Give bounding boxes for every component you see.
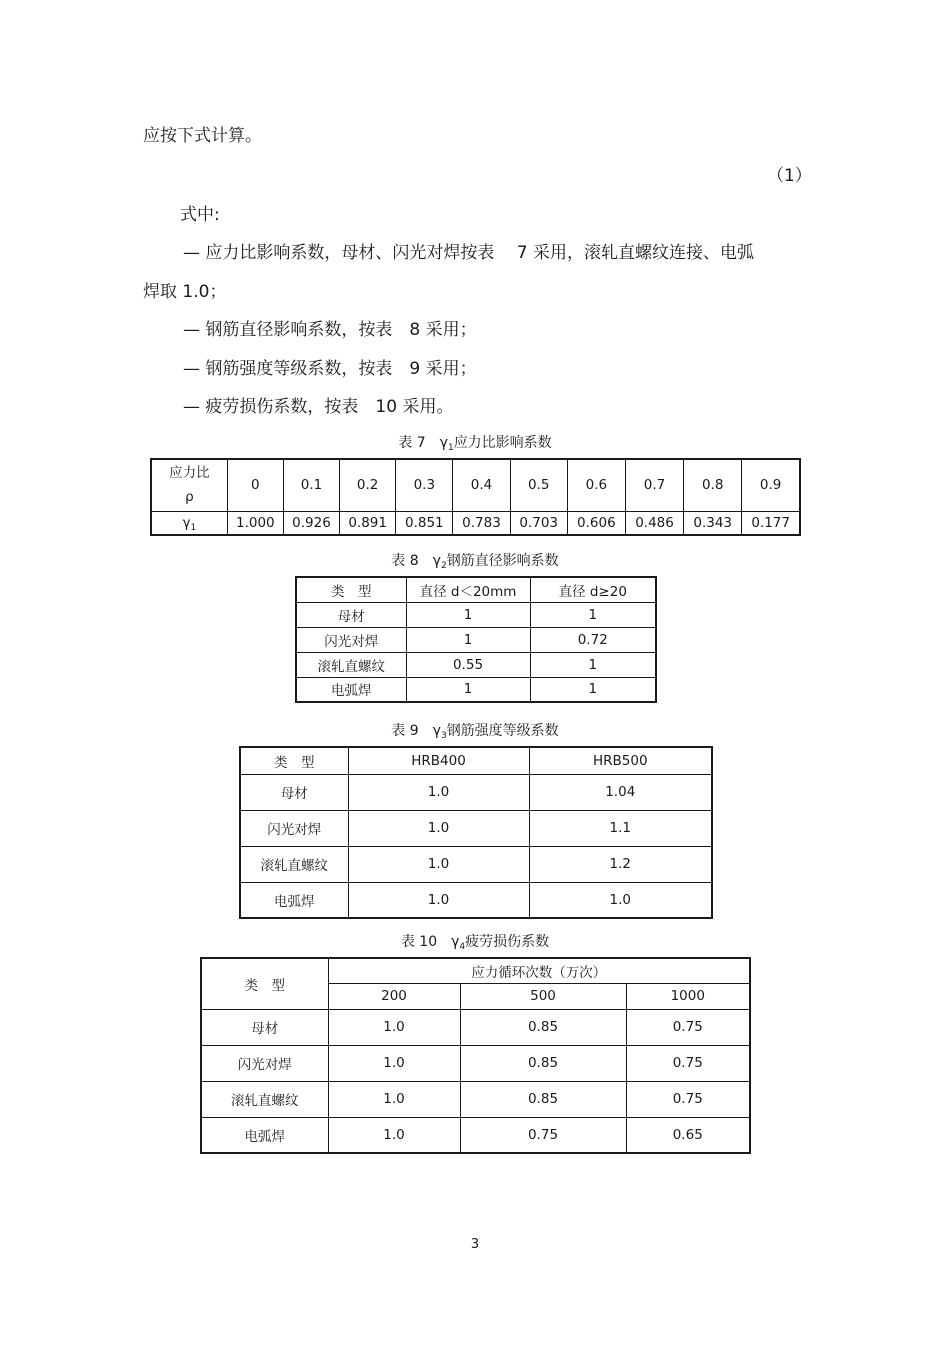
table7-caption-subscript: 1 — [447, 443, 454, 453]
table7-rho-row — [151, 459, 800, 511]
table10-caption-subscript: 4 — [459, 942, 466, 952]
table9-header-cell: HRB500 — [529, 747, 712, 774]
table9-value-cell: 1.0 — [348, 810, 529, 846]
table10-value-cell: 1.0 — [328, 1045, 460, 1081]
table7-rho-label-line1: 应力比 — [169, 465, 210, 482]
table7-caption — [0, 434, 950, 454]
table8-value-cell: 1 — [530, 677, 656, 702]
paragraph-gamma4: — 疲劳损伤系数，按表 10 采用。 — [183, 397, 454, 417]
table7-rho-cell: 0.9 — [742, 459, 800, 511]
table9-type-cell: 闪光对焊 — [240, 810, 348, 846]
table9-value-cell: 1.0 — [348, 774, 529, 810]
table10-value-cell: 0.75 — [626, 1009, 750, 1045]
table-row — [201, 1117, 750, 1153]
table10-cycles-cell: 1000 — [626, 983, 750, 1009]
table7-rho-cell: 0.5 — [510, 459, 567, 511]
table9-header-cell: HRB400 — [348, 747, 529, 774]
table7-gamma-label-main: γ — [182, 514, 191, 531]
equation-number: （1） — [767, 166, 812, 186]
table10-value-cell: 0.85 — [460, 1045, 626, 1081]
table7-caption-title: 应力比影响系数 — [453, 435, 552, 451]
table9-caption — [0, 722, 950, 742]
table10-caption-prefix: 表 10 γ — [400, 934, 460, 950]
table-row — [240, 774, 712, 810]
paragraph-gamma1-line1: — 应力比影响系数，母材、闪光对焊按表 7 采用，滚轧直螺纹连接、电弧 — [183, 243, 755, 263]
table9-value-cell: 1.0 — [348, 882, 529, 918]
table10-type-cell: 滚轧直螺纹 — [201, 1081, 328, 1117]
table-row — [201, 1009, 750, 1045]
table-row — [240, 810, 712, 846]
table10-value-cell: 0.75 — [626, 1045, 750, 1081]
table7-gamma-cell: 0.851 — [396, 511, 453, 535]
table10-cycles-group-header: 应力循环次数（万次） — [328, 958, 750, 983]
table-row — [201, 1045, 750, 1081]
table10-value-cell: 0.85 — [460, 1081, 626, 1117]
table10-value-cell: 1.0 — [328, 1117, 460, 1153]
table10-type-cell: 母材 — [201, 1009, 328, 1045]
table8-header-cell: 直径 d≥20 — [530, 577, 656, 602]
table7-gamma-cell: 0.606 — [567, 511, 625, 535]
table8-value-cell: 1 — [406, 627, 530, 652]
table10-header-row — [201, 958, 750, 983]
table9-value-cell: 1.1 — [529, 810, 712, 846]
table10-caption-title: 疲劳损伤系数 — [465, 934, 550, 950]
table7-gamma-cell: 0.891 — [340, 511, 396, 535]
table9-type-cell: 滚轧直螺纹 — [240, 846, 348, 882]
table8-type-cell: 滚轧直螺纹 — [296, 652, 406, 677]
table8-header-cell: 类 型 — [296, 577, 406, 602]
table8-type-cell: 闪光对焊 — [296, 627, 406, 652]
table7-gamma-cell: 0.783 — [453, 511, 510, 535]
table8-header-row — [296, 577, 656, 602]
table7-rho-cell: 0.8 — [684, 459, 742, 511]
table10-value-cell: 0.85 — [460, 1009, 626, 1045]
table10-fatigue-damage — [200, 957, 751, 1154]
table9-type-cell: 电弧焊 — [240, 882, 348, 918]
table9-value-cell: 1.04 — [529, 774, 712, 810]
table8-caption-subscript: 2 — [440, 561, 447, 571]
paragraph-where: 式中: — [180, 205, 220, 225]
table7-gamma-cell: 0.177 — [742, 511, 800, 535]
table8-caption-prefix: 表 8 γ — [391, 553, 441, 569]
table-row — [240, 846, 712, 882]
table7-rho-cell: 0.4 — [453, 459, 510, 511]
table-row — [296, 652, 656, 677]
table7-rho-cell: 0.1 — [283, 459, 339, 511]
table-row — [240, 882, 712, 918]
table8-value-cell: 1 — [406, 602, 530, 627]
table10-type-cell: 闪光对焊 — [201, 1045, 328, 1081]
table8-value-cell: 1 — [530, 602, 656, 627]
table10-caption — [0, 933, 950, 953]
table10-value-cell: 1.0 — [328, 1009, 460, 1045]
table8-value-cell: 1 — [530, 652, 656, 677]
table10-type-header: 类 型 — [201, 958, 328, 1009]
page-number: 3 — [470, 1237, 480, 1252]
table8-type-cell: 电弧焊 — [296, 677, 406, 702]
table7-rho-cell: 0 — [227, 459, 283, 511]
table7-stress-ratio — [150, 458, 801, 536]
table7-rho-label — [151, 459, 227, 511]
table7-gamma-label — [151, 511, 227, 535]
table9-caption-title: 钢筋强度等级系数 — [446, 723, 559, 739]
table-row — [296, 602, 656, 627]
table7-rho-cell: 0.6 — [567, 459, 625, 511]
table7-rho-label-line2: ρ — [185, 489, 194, 506]
paragraph-gamma1-line2: 焊取 1.0； — [143, 282, 227, 302]
table-row — [201, 1081, 750, 1117]
table7-gamma-cell: 0.343 — [684, 511, 742, 535]
table10-cycles-cell: 200 — [328, 983, 460, 1009]
table8-value-cell: 0.55 — [406, 652, 530, 677]
table8-caption — [0, 552, 950, 572]
table10-cycles-cell: 500 — [460, 983, 626, 1009]
table9-caption-prefix: 表 9 γ — [391, 723, 441, 739]
table7-rho-cell: 0.2 — [340, 459, 396, 511]
table7-gamma-row — [151, 511, 800, 535]
table9-value-cell: 1.0 — [348, 846, 529, 882]
table7-caption-prefix: 表 7 γ — [398, 435, 448, 451]
paragraph-gamma2: — 钢筋直径影响系数，按表 8 采用； — [183, 320, 477, 340]
table-row — [296, 627, 656, 652]
table8-header-cell: 直径 d＜20mm — [406, 577, 530, 602]
table7-gamma-label-sub: 1 — [190, 522, 197, 533]
table8-value-cell: 0.72 — [530, 627, 656, 652]
table7-gamma-cell: 1.000 — [227, 511, 283, 535]
table7-gamma-cell: 0.703 — [510, 511, 567, 535]
table10-value-cell: 0.75 — [460, 1117, 626, 1153]
table10-type-cell: 电弧焊 — [201, 1117, 328, 1153]
table8-caption-title: 钢筋直径影响系数 — [446, 553, 559, 569]
table9-value-cell: 1.2 — [529, 846, 712, 882]
table9-strength-grade — [239, 746, 713, 919]
table7-gamma-cell: 0.926 — [283, 511, 339, 535]
table9-header-cell: 类 型 — [240, 747, 348, 774]
paragraph-calc-intro: 应按下式计算。 — [143, 126, 262, 146]
table9-header-row — [240, 747, 712, 774]
table9-value-cell: 1.0 — [529, 882, 712, 918]
table8-value-cell: 1 — [406, 677, 530, 702]
table10-value-cell: 0.65 — [626, 1117, 750, 1153]
table9-caption-subscript: 3 — [440, 731, 447, 741]
table7-rho-cell: 0.3 — [396, 459, 453, 511]
table9-type-cell: 母材 — [240, 774, 348, 810]
table10-value-cell: 1.0 — [328, 1081, 460, 1117]
table7-rho-cell: 0.7 — [625, 459, 683, 511]
table-row — [296, 677, 656, 702]
table10-value-cell: 0.75 — [626, 1081, 750, 1117]
table7-gamma-cell: 0.486 — [625, 511, 683, 535]
table8-diameter — [295, 576, 657, 703]
table8-type-cell: 母材 — [296, 602, 406, 627]
paragraph-gamma3: — 钢筋强度等级系数，按表 9 采用； — [183, 359, 477, 379]
